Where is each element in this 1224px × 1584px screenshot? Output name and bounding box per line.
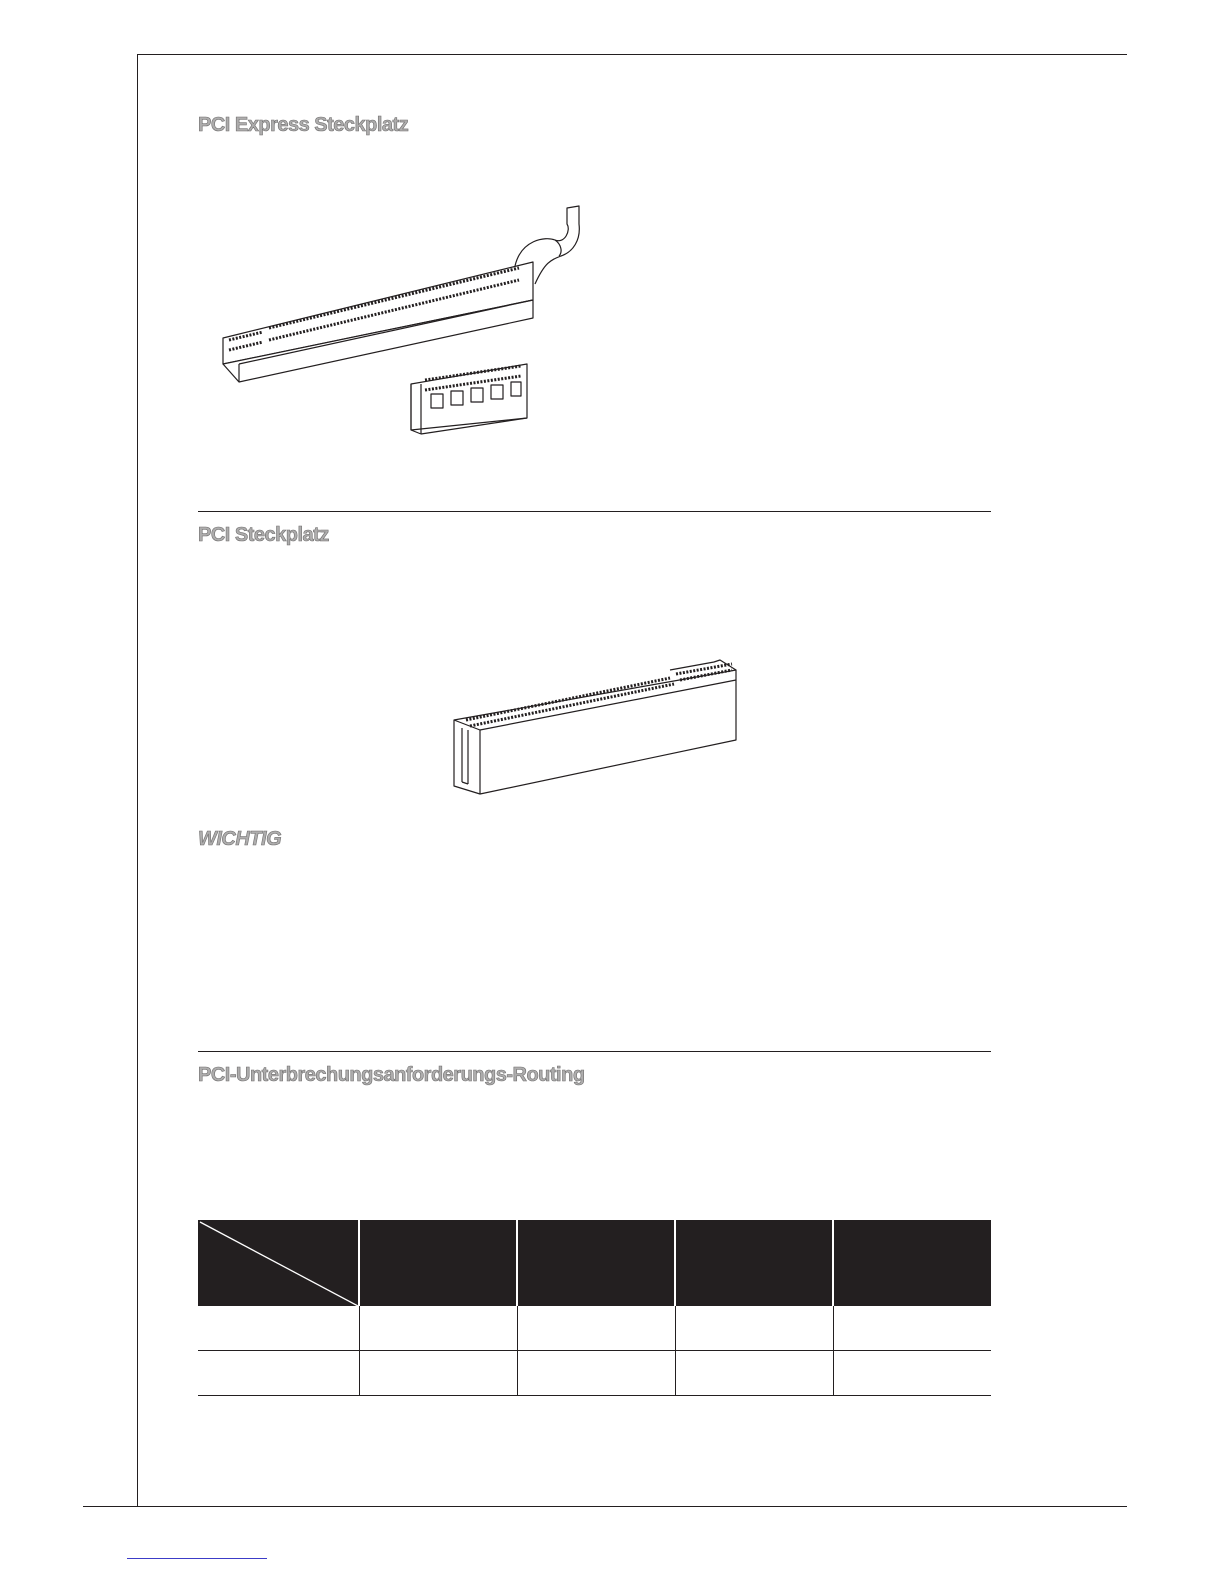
important-heading: WICHTIG	[198, 828, 282, 850]
pcie-slot-heading: PCI Express Steckplatz	[198, 114, 409, 136]
diagonal-divider	[198, 1220, 358, 1306]
table-header-cell	[517, 1220, 675, 1306]
section-divider	[198, 1051, 991, 1052]
irq-routing-table	[198, 1220, 991, 1396]
table-corner-cell	[198, 1220, 359, 1306]
table-cell	[833, 1351, 991, 1396]
table-header-cell	[359, 1220, 517, 1306]
section-divider	[198, 511, 991, 512]
pci-slot-heading: PCI Steckplatz	[198, 524, 329, 546]
table-header-cell	[833, 1220, 991, 1306]
table-row	[198, 1306, 991, 1351]
table-cell	[675, 1306, 833, 1351]
table-cell	[198, 1351, 359, 1396]
table-cell	[675, 1351, 833, 1396]
irq-routing-heading: PCI-Unterbrechungsanforderungs-Routing	[198, 1064, 585, 1086]
page-frame-top	[137, 54, 1127, 55]
table-cell	[833, 1306, 991, 1351]
table-cell	[517, 1306, 675, 1351]
footer-link-underline[interactable]	[127, 1558, 267, 1559]
pci-slot-illustration	[440, 650, 750, 800]
page-frame-left	[137, 54, 138, 1506]
table-header-cell	[675, 1220, 833, 1306]
page-frame-bottom	[83, 1506, 1127, 1507]
table-cell	[517, 1351, 675, 1396]
table-cell	[359, 1306, 517, 1351]
table-header-row	[198, 1220, 991, 1306]
table-cell	[359, 1351, 517, 1396]
table-cell	[198, 1306, 359, 1351]
pcie-slot-illustration	[215, 200, 595, 440]
table-row	[198, 1351, 991, 1396]
